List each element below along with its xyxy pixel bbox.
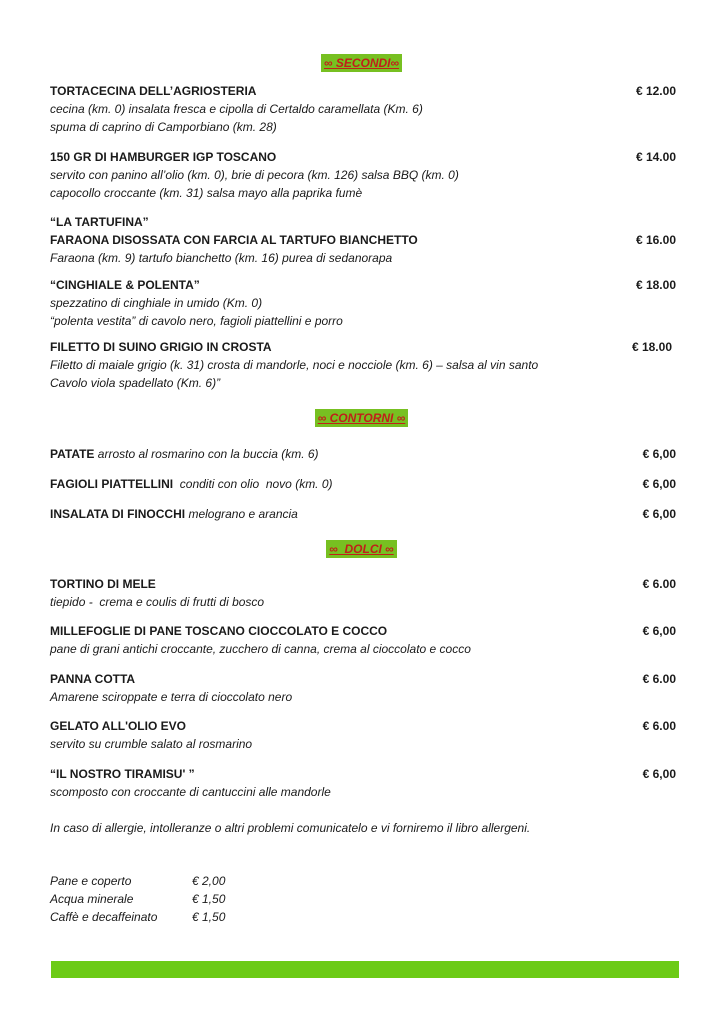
menu-item	[50, 475, 680, 493]
item-desc: Cavolo viola spadellato (Km. 6)”	[50, 376, 221, 390]
extras-list	[50, 872, 225, 926]
extras-row	[50, 872, 225, 890]
item-price: € 6.00	[642, 719, 676, 733]
section-title: ∞ DOLCI ∞	[326, 540, 396, 558]
menu-item	[50, 622, 680, 658]
item-price: € 6,00	[642, 507, 676, 521]
section-title: ∞ SECONDI∞	[321, 54, 402, 72]
menu-item	[50, 213, 680, 267]
item-name: FAGIOLI PIATTELLINI	[50, 477, 174, 491]
item-name: 150 GR DI HAMBURGER IGP TOSCANO	[50, 150, 277, 164]
item-desc: tiepido - crema e coulis di frutti di bosco	[50, 595, 265, 609]
item-desc: Faraona (km. 9) tartufo bianchetto (km. 16) purea di sedanorapa	[50, 251, 393, 265]
extras-row	[50, 908, 225, 926]
item-desc: cecina (km. 0) insalata fresca e cipolla di Certaldo caramellata (Km. 6)	[50, 102, 423, 116]
item-price: € 6.00	[642, 672, 676, 686]
item-desc: “polenta vestita” di cavolo nero, fagioli piattellini e porro	[50, 314, 343, 328]
item-price: € 6.00	[642, 577, 676, 591]
extras-label: Pane e coperto	[50, 874, 132, 888]
item-desc: servito su crumble salato al rosmarino	[50, 737, 253, 751]
item-desc: conditi con olio novo (km. 0)	[176, 477, 333, 491]
menu-item	[50, 148, 680, 202]
item-desc: Amarene sciroppate e terra di cioccolato nero	[50, 690, 293, 704]
item-desc: Filetto di maiale grigio (k. 31) crosta di mandorle, noci e nocciole (km. 6) – salsa al vin santo	[50, 358, 539, 372]
menu-item	[50, 276, 680, 330]
section-header-secondi	[0, 54, 723, 72]
item-price: € 12.00	[635, 84, 676, 98]
section-header-contorni	[0, 409, 723, 427]
item-price: € 6,00	[642, 477, 676, 491]
item-desc: capocollo croccante (km. 31) salsa mayo alla paprika fumè	[50, 186, 363, 200]
item-name: GELATO ALL'OLIO EVO	[50, 719, 186, 733]
item-desc: servito con panino all’olio (km. 0), brie di pecora (km. 126) salsa BBQ (km. 0)	[50, 168, 459, 182]
item-desc: scomposto con croccante di cantuccini alle mandorle	[50, 785, 331, 799]
section-title: ∞ CONTORNI ∞	[315, 409, 409, 427]
section-header-dolci	[0, 540, 723, 558]
item-desc: arrosto al rosmarino con la buccia (km. 6)	[97, 447, 319, 461]
item-price: € 6,00	[642, 624, 676, 638]
menu-item	[50, 670, 680, 706]
extras-price: € 1,50	[192, 892, 226, 906]
item-name: FILETTO DI SUINO GRIGIO IN CROSTA	[50, 340, 272, 354]
item-name: PATATE	[50, 447, 95, 461]
item-name: TORTACECINA DELL’AGRIOSTERIA	[50, 84, 257, 98]
item-price: € 6,00	[642, 767, 676, 781]
extras-label: Caffè e decaffeinato	[50, 910, 158, 924]
footer-bar	[51, 961, 679, 978]
item-price: € 14.00	[635, 150, 676, 164]
menu-item	[50, 575, 680, 611]
extras-label: Acqua minerale	[50, 892, 134, 906]
menu-item	[50, 505, 680, 523]
menu-item	[50, 445, 680, 463]
item-name: “IL NOSTRO TIRAMISU' ”	[50, 767, 195, 781]
item-price: € 16.00	[635, 233, 676, 247]
item-desc: spezzatino di cinghiale in umido (Km. 0)	[50, 296, 263, 310]
item-desc: melograno e arancia	[188, 507, 298, 521]
extras-row	[50, 890, 225, 908]
item-name: FARAONA DISOSSATA CON FARCIA AL TARTUFO BIANCHETTO	[50, 233, 418, 247]
item-name: PANNA COTTA	[50, 672, 136, 686]
item-name: TORTINO DI MELE	[50, 577, 156, 591]
item-desc: spuma di caprino di Camporbiano (km. 28)	[50, 120, 277, 134]
item-subtitle: “LA TARTUFINA”	[50, 215, 149, 229]
menu-item	[50, 765, 680, 801]
item-price: € 18.00	[631, 340, 672, 354]
menu-item	[50, 82, 680, 136]
menu-item	[50, 338, 680, 392]
item-price: € 18.00	[635, 278, 676, 292]
item-desc: pane di grani antichi croccante, zucchero di canna, crema al cioccolato e cocco	[50, 642, 471, 656]
extras-price: € 1,50	[192, 910, 226, 924]
item-name: INSALATA DI FINOCCHI	[50, 507, 186, 521]
item-name: “CINGHIALE & POLENTA”	[50, 278, 200, 292]
item-price: € 6,00	[642, 447, 676, 461]
item-name: MILLEFOGLIE DI PANE TOSCANO CIOCCOLATO E COCCO	[50, 624, 388, 638]
extras-price: € 2,00	[192, 874, 226, 888]
allergen-note: In caso di allergie, intolleranze o altri problemi comunicatelo e vi forniremo il libro allergeni.	[50, 821, 531, 835]
menu-item	[50, 717, 680, 753]
